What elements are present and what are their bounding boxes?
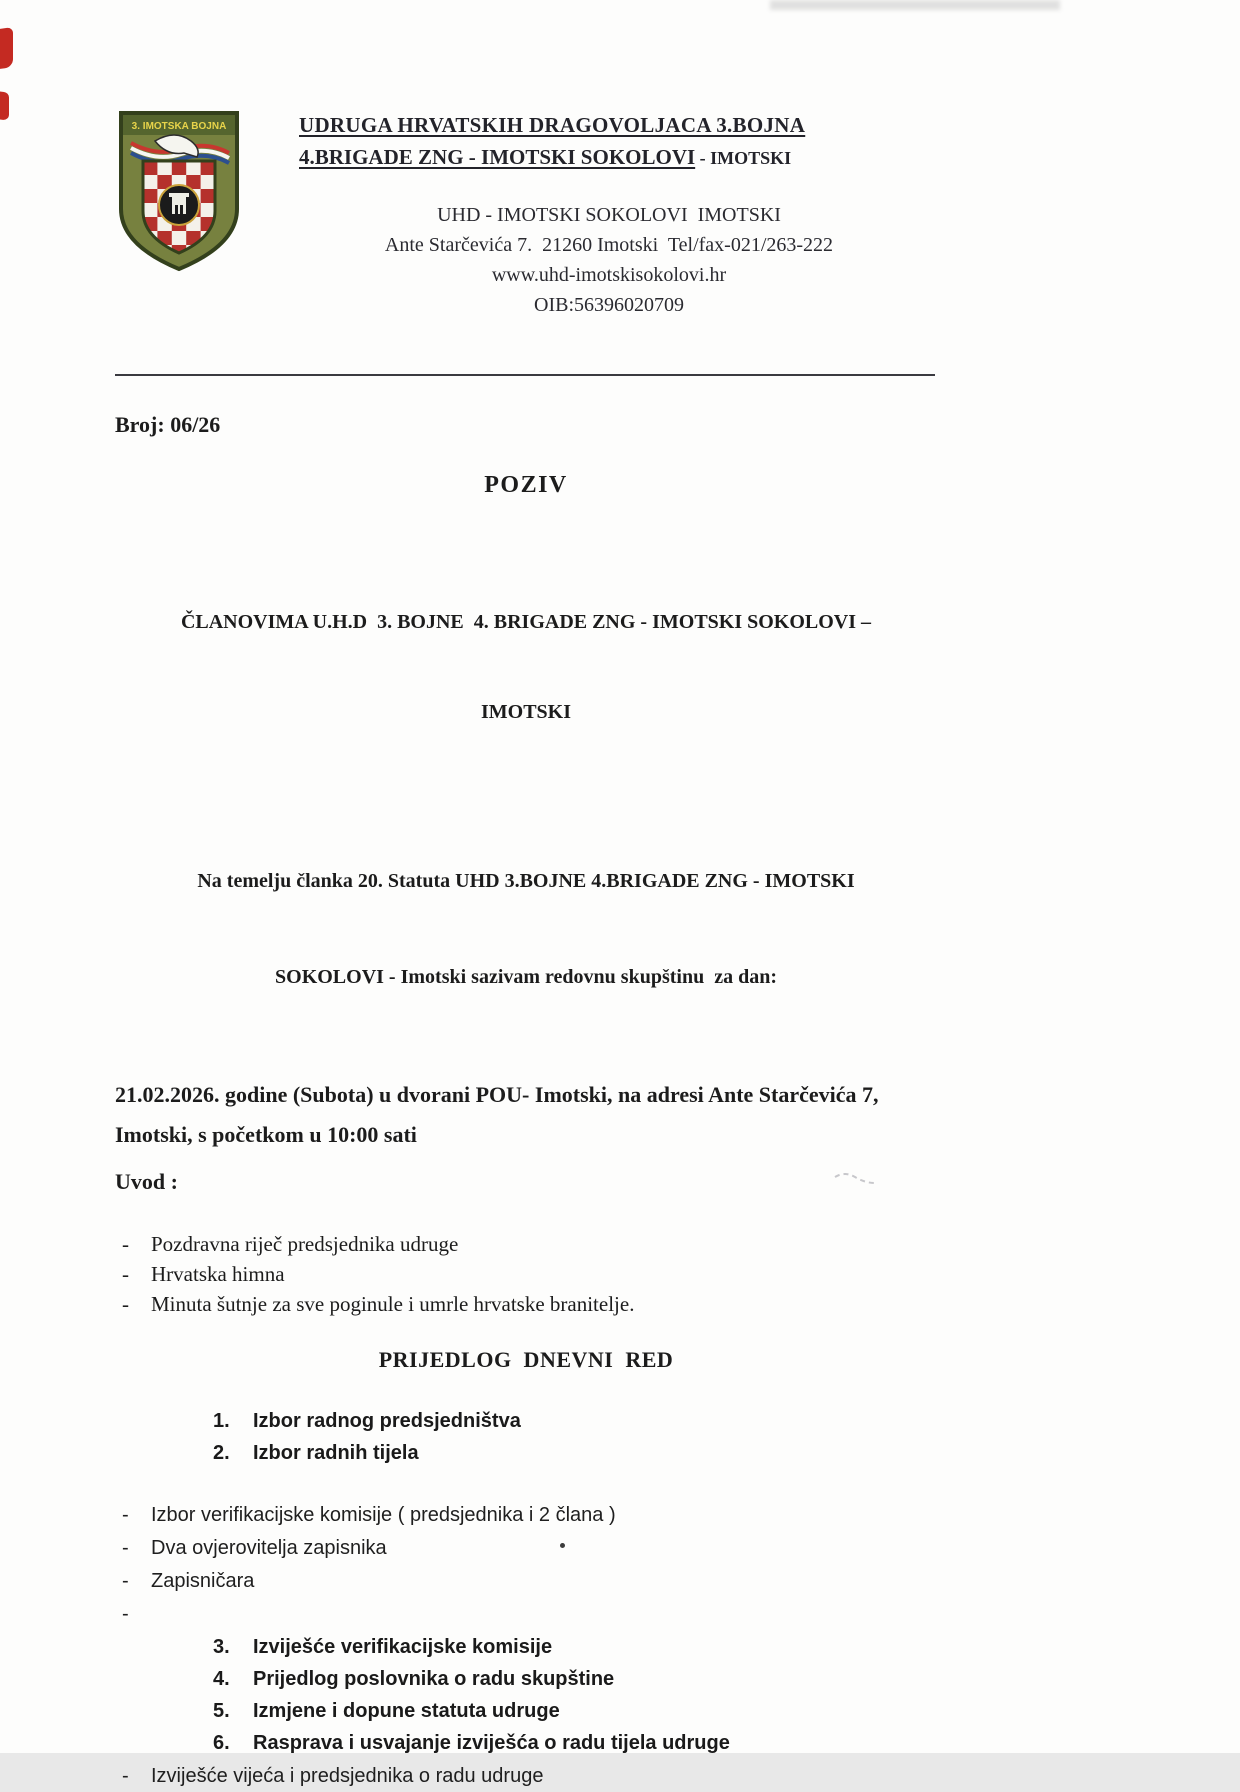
agenda-item-number: 6. bbox=[213, 1732, 230, 1754]
list-item-text: Izviješće vijeća i predsjednika o radu udruge bbox=[151, 1765, 544, 1787]
dash-bullet: - bbox=[122, 1262, 129, 1286]
intro-label bbox=[115, 1169, 937, 1195]
org-oib: OIB:56396020709 bbox=[534, 294, 684, 316]
document-title: POZIV bbox=[484, 472, 568, 498]
addressee-block bbox=[115, 547, 937, 787]
agenda-item-number: 4. bbox=[213, 1668, 230, 1690]
agenda-item bbox=[213, 1631, 937, 1663]
scan-smudge bbox=[770, 0, 1060, 10]
letterhead-divider bbox=[115, 374, 935, 376]
org-address-phone: Ante Starčevića 7. 21260 Imotski Tel/fax-021/263-222 bbox=[384, 234, 834, 256]
agenda-item-number: 5. bbox=[213, 1700, 230, 1722]
agenda-item bbox=[213, 1663, 937, 1695]
agenda-item-text: Izmjene i dopune statuta udruge bbox=[253, 1700, 560, 1722]
final-item-list bbox=[115, 1761, 937, 1792]
scan-mark-red-top bbox=[0, 27, 13, 69]
ref-number: Broj: 06/26 bbox=[115, 412, 221, 437]
list-item-text: Zapisničara bbox=[151, 1570, 255, 1592]
pencil-mark bbox=[833, 1169, 879, 1191]
agenda-item-text: Izbor radnih tijela bbox=[253, 1442, 419, 1464]
crest-icon bbox=[115, 109, 243, 273]
scan-mark-red-bottom bbox=[0, 92, 9, 121]
list-item bbox=[115, 1229, 937, 1259]
list-item-text: Izbor verifikacijske komisije ( predsjednika i 2 člana ) bbox=[151, 1504, 616, 1526]
agenda-item-number: 1. bbox=[213, 1410, 230, 1432]
org-name-line1: UDRUGA HRVATSKIH DRAGOVOLJACA 3.BOJNA bbox=[299, 113, 806, 137]
intro-items-list bbox=[115, 1229, 937, 1319]
agenda-item bbox=[213, 1405, 937, 1437]
list-item-text: Dva ovjerovitelja zapisnika bbox=[151, 1537, 387, 1559]
legal-basis-block bbox=[115, 801, 937, 1057]
agenda-item-text: Prijedlog poslovnika o radu skupštine bbox=[253, 1668, 615, 1690]
org-short-name: UHD - IMOTSKI SOKOLOVI IMOTSKI bbox=[437, 204, 781, 226]
letterhead bbox=[115, 103, 937, 320]
list-item bbox=[115, 1289, 937, 1319]
meeting-date-paragraph: 21.02.2026. godine (Subota) u dvorani POU- Imotski, na adresi Ante Starčevića 7, Imotski, s početkom u 10:00 sati bbox=[115, 1082, 879, 1147]
org-website: www.uhd-imotskisokolovi.hr bbox=[491, 264, 727, 286]
org-name-line2-suffix: - IMOTSKI bbox=[695, 148, 792, 168]
addressee-line1: ČLANOVIMA U.H.D 3. BOJNE 4. BRIGADE ZNG - IMOTSKI SOKOLOVI – bbox=[180, 611, 872, 633]
list-item-text: Pozdravna riječ predsjednika udruge bbox=[151, 1232, 459, 1256]
agenda-title: PRIJEDLOG DNEVNI RED bbox=[378, 1347, 674, 1372]
agenda-item-text: Rasprava i usvajanje izviješća o radu tijela udruge bbox=[253, 1732, 730, 1754]
legal-line2: SOKOLOVI - Imotski sazivam redovnu skupštinu za dan: bbox=[275, 966, 777, 988]
agenda-item bbox=[213, 1727, 937, 1759]
document-content bbox=[115, 0, 937, 1792]
agenda-item bbox=[213, 1695, 937, 1727]
dash-bullet: - bbox=[122, 1570, 129, 1592]
dash-bullet: - bbox=[122, 1292, 129, 1316]
list-item-text: Hrvatska himna bbox=[151, 1262, 285, 1286]
org-name-line2-bold: IMOTSKI SOKOLOVI bbox=[481, 145, 696, 169]
org-name-line2-prefix: 4.BRIGADE ZNG - bbox=[299, 145, 482, 169]
legal-line1: Na temelju članka 20. Statuta UHD 3.BOJNE 4.BRIGADE ZNG - IMOTSKI bbox=[197, 870, 855, 892]
org-name-line2 bbox=[299, 141, 919, 176]
dash-bullet: - bbox=[122, 1603, 129, 1625]
agenda-list-first bbox=[213, 1405, 937, 1469]
list-item bbox=[115, 1598, 937, 1631]
agenda-sub-items-list bbox=[115, 1499, 937, 1631]
agenda-item-number: 2. bbox=[213, 1442, 230, 1464]
list-item bbox=[115, 1761, 937, 1792]
agenda-item-text: Izviješće verifikacijske komisije bbox=[253, 1636, 553, 1658]
list-item-text: Minuta šutnje za sve poginule i umrle hrvatske branitelje. bbox=[151, 1292, 635, 1316]
dash-bullet: - bbox=[122, 1537, 129, 1559]
intro-label-text: Uvod : bbox=[115, 1169, 178, 1194]
dash-bullet: - bbox=[122, 1232, 129, 1256]
addressee-line2: IMOTSKI bbox=[480, 701, 572, 723]
agenda-item-text: Izbor radnog predsjedništva bbox=[253, 1410, 521, 1432]
agenda-item-number: 3. bbox=[213, 1636, 230, 1658]
org-crest-logo bbox=[115, 103, 243, 320]
agenda-item bbox=[213, 1437, 937, 1469]
dash-bullet: - bbox=[122, 1765, 129, 1787]
list-item bbox=[115, 1499, 937, 1532]
list-item bbox=[115, 1532, 937, 1565]
list-item bbox=[115, 1259, 937, 1289]
agenda-list-second bbox=[213, 1631, 937, 1759]
letterhead-text bbox=[299, 103, 919, 320]
scan-dot bbox=[560, 1543, 565, 1548]
list-item bbox=[115, 1565, 937, 1598]
dash-bullet: - bbox=[122, 1504, 129, 1526]
crest-banner-text: 3. IMOTSKA BOJNA bbox=[131, 121, 227, 132]
